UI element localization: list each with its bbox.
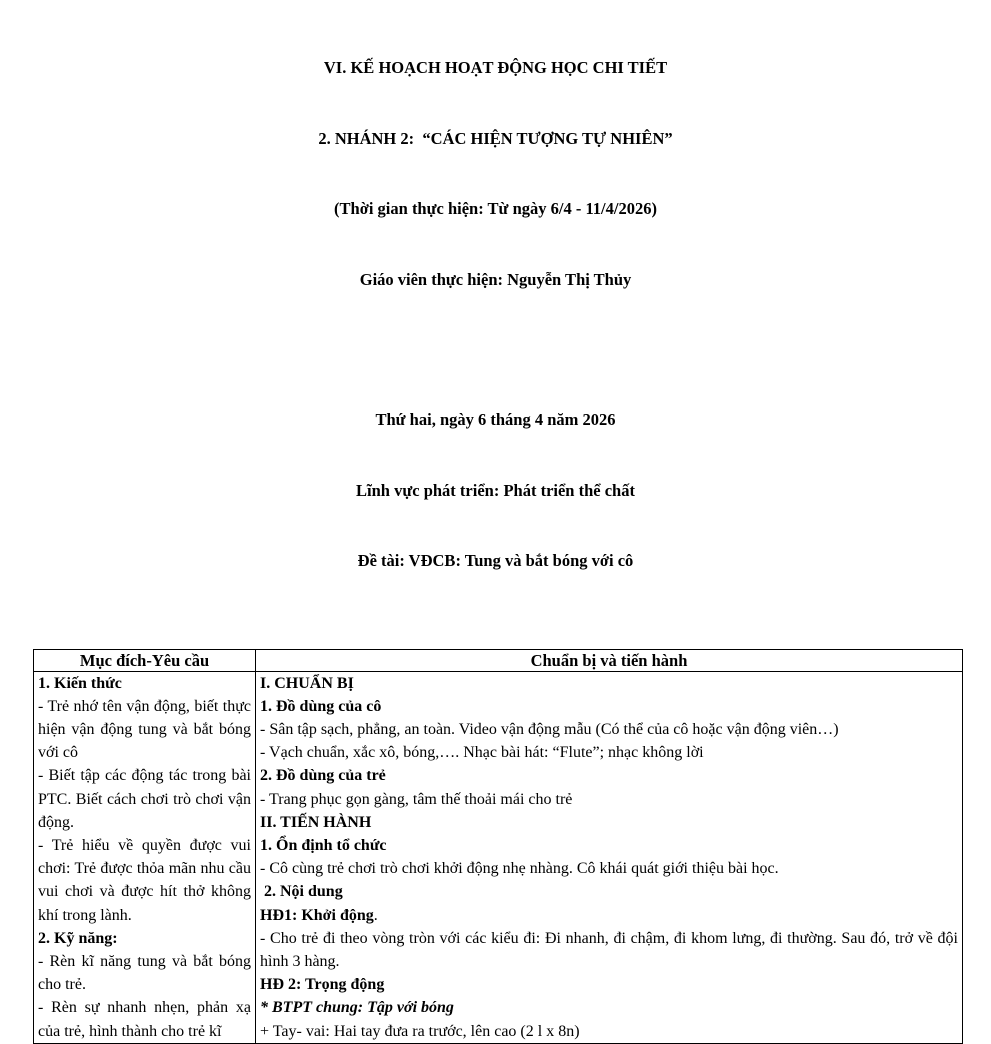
- knowledge-item-3: - Trẻ hiểu về quyền được vui chơi: Trẻ được thỏa mãn nhu cầu vui chơi và được hít thở không khí trong lành.: [38, 836, 251, 924]
- day-line: Thứ hai, ngày 6 tháng 4 năm 2026: [375, 410, 616, 429]
- activity-1-title: [260, 904, 958, 927]
- skills-item-1: - Rèn kĩ năng tung và bắt bóng cho trẻ.: [38, 952, 251, 994]
- teacher-materials-title: 1. Đồ dùng của cô: [260, 697, 382, 715]
- topic-line: Đề tài: VĐCB: Tung và bắt bóng với cô: [357, 551, 634, 570]
- child-materials-item-1: - Trang phục gọn gàng, tâm thế thoải mái cho trẻ: [260, 790, 573, 808]
- btpt-title: * BTPT chung: Tập với bóng: [260, 999, 454, 1017]
- preparation-cell: [256, 671, 963, 1043]
- knowledge-item-1: - Trẻ nhớ tên vận động, biết thực hiện vận động tung và bắt bóng với cô: [38, 697, 251, 762]
- knowledge-item-2: - Biết tập các động tác trong bài PTC. Biết cách chơi trò chơi vận động.: [38, 767, 251, 831]
- table-body-row: [34, 671, 963, 1043]
- objectives-cell: [34, 671, 256, 1043]
- procedure-step-1-item: - Cô cùng trẻ chơi trò chơi khởi động nhẹ nhàng. Cô khái quát giới thiệu bài học.: [260, 860, 779, 878]
- activity-1-item: - Cho trẻ đi theo vòng tròn với các kiểu đi: Đi nhanh, đi chậm, đi khom lưng, đi thường. Sau đó, trở về đội hình 3 hàng.: [260, 929, 958, 970]
- knowledge-title: 1. Kiến thức: [38, 674, 122, 692]
- exercise-arm-shoulder: + Tay- vai: Hai tay đưa ra trước, lên cao (2 l x 8n): [260, 1022, 580, 1040]
- development-domain-line: Lĩnh vực phát triển: Phát triển thể chất: [356, 480, 635, 500]
- activity-1-label: HĐ1: Khởi động: [260, 906, 374, 924]
- teacher-materials-item-2: - Vạch chuẩn, xắc xô, bóng,…. Nhạc bài hát: “Flute”; nhạc không lời: [260, 744, 704, 762]
- procedure-step-1-title: 1. Ổn định tổ chức: [260, 836, 387, 854]
- table-header-row: [34, 649, 963, 671]
- doc-title: VI. KẾ HOẠCH HOẠT ĐỘNG HỌC CHI TIẾT: [323, 58, 668, 77]
- col-header-preparation: Chuẩn bị và tiến hành: [256, 649, 963, 671]
- blank-line: [0, 338, 991, 361]
- section-preparation: I. CHUẨN BỊ: [260, 674, 354, 692]
- skills-title: 2. Kỹ năng:: [38, 929, 118, 947]
- section-procedure: II. TIẾN HÀNH: [260, 813, 372, 831]
- procedure-step-2-title: 2. Nội dung: [260, 883, 343, 901]
- time-range: (Thời gian thực hiện: Từ ngày 6/4 - 11/4/2026): [334, 199, 657, 218]
- header-table-gap: [0, 620, 991, 649]
- skills-item-2: - Rèn sự nhanh nhẹn, phản xạ của trẻ, hình thành cho trẻ kĩ: [38, 999, 251, 1040]
- child-materials-title: 2. Đồ dùng của trẻ: [260, 767, 386, 785]
- activity-2-title: HĐ 2: Trọng động: [260, 976, 385, 994]
- col-header-objectives: Mục đích-Yêu cầu: [34, 649, 256, 671]
- branch-title: 2. NHÁNH 2: “CÁC HIỆN TƯỢNG TỰ NHIÊN”: [318, 128, 673, 148]
- activity-1-period: .: [373, 906, 378, 924]
- lesson-plan-table: [33, 649, 963, 1044]
- teacher-materials-item-1: - Sân tập sạch, phẳng, an toàn. Video vận động mẫu (Có thể của cô hoặc vận động viên…): [260, 720, 839, 738]
- teacher-line: Giáo viên thực hiện: Nguyễn Thị Thủy: [359, 269, 632, 289]
